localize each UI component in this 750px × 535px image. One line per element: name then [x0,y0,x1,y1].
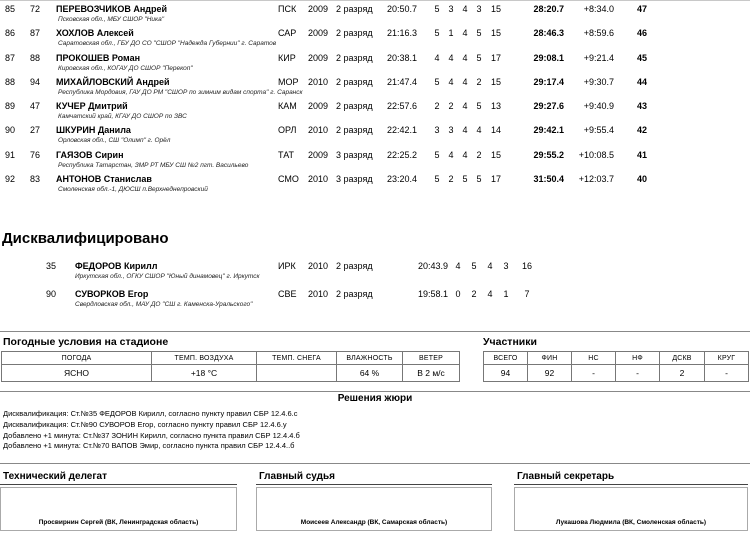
weather-header-cell: ВЛАЖНОСТЬ [337,352,403,365]
disqualified-heading: Дисквалифицировано [2,230,169,247]
points: 46 [637,28,648,39]
participants-header-cell: КРУГ [705,352,749,365]
penalty-total: 17 [490,174,501,185]
participants-value-cell: - [572,365,616,382]
points: 44 [637,76,648,87]
result-row-main-line [0,77,750,88]
shooting-4: 4 [476,125,482,136]
athlete-club: Саратовская обл., ГБУ ДО СО "СШОР "Надежда Губернии" г. Саратов [58,40,277,48]
birth-year: 2010 [308,261,329,271]
weather-value-cell: 64 % [337,365,403,382]
result-row-main-line [0,4,750,15]
bib-cell: 47 [30,101,41,112]
bib-cell: 83 [30,174,41,185]
region-code: КАМ [278,101,297,112]
jury-decision-line: Дисквалификация: Ст.№35 ФЕДОРОВ Кирилл, согласно пункту правил СБР 12.4.6.c [3,409,298,418]
athlete-name: ФЕДОРОВ Кирилл [75,261,158,271]
birth-year: 2009 [308,149,329,160]
disqualified-table [0,261,750,317]
sport-class: 2 разряд [336,4,373,14]
sport-class: 2 разряд [336,52,373,63]
jury-divider [0,391,750,392]
weather-value-row [2,365,460,382]
final-time: 29:27.6 [533,101,564,112]
signature-box [256,487,492,531]
rank-cell: 92 [5,174,16,185]
birth-year: 2010 [308,174,329,185]
official-title: Главный секретарь [514,471,748,485]
result-row [0,77,750,101]
final-time: 29:42.1 [533,125,564,136]
shooting-2: 2 [448,174,454,185]
shooting-2: 1 [448,28,454,39]
signature-box [514,487,748,531]
weather-table [1,351,460,382]
shooting-2: 3 [448,125,454,136]
athlete-club: Кировская обл., КОГАУ ДО СШОР "Перекоп" [58,64,193,72]
official-title: Технический делегат [0,471,237,485]
result-row [0,125,750,149]
rank-cell: 91 [5,149,16,160]
official-name: Лукашова Людмила (ВК, Смоленская область) [555,519,707,526]
shooting-4: 3 [476,4,482,14]
shooting-2: 2 [471,289,477,299]
athlete-name: СУВОРКОВ Егор [75,289,149,299]
shooting-1: 2 [434,101,440,112]
shooting-1: 3 [434,125,440,136]
athlete-name: ШКУРИН Данила [56,125,131,136]
shooting-2: 3 [448,4,454,14]
time-behind: +8:59.6 [583,28,614,39]
penalty-total: 15 [490,76,501,87]
shooting-2: 5 [471,261,477,271]
athlete-name: ПЕРЕВОЗЧИКОВ Андрей [56,4,168,14]
participants-header-cell: ВСЕГО [484,352,528,365]
points: 43 [637,101,648,112]
shooting-3: 4 [462,28,468,39]
athlete-club: Псковская обл., МБУ СШОР "Ника" [58,16,165,23]
athlete-club: Иркутская обл., ОГКУ СШОР "Юный динамовец" г. Иркутск [75,273,260,280]
sport-class: 2 разряд [336,125,373,136]
official-chief-judge [256,471,492,531]
section-divider [0,331,750,332]
shooting-2: 4 [448,52,454,63]
athlete-club: Республика Татарстан, ЗМР РТ МБУ СШ №2 пгт. Васильево [58,161,249,169]
jury-decisions [3,409,300,452]
ski-time: 20:38.1 [386,52,417,63]
officials-divider [0,463,750,464]
athlete-name: МИХАЙЛОВСКИЙ Андрей [56,76,170,87]
results-table [0,4,750,198]
rank-cell: 85 [5,4,16,14]
jury-decision-line: Дисквалификация: Ст.№90 СУВОРОВ Егор, согласно пункту правил СБР 12.4.6.у [3,419,287,429]
official-chief-secretary [514,471,748,531]
sport-class: 2 разряд [336,76,373,87]
points: 45 [637,52,648,63]
result-row [0,53,750,77]
participants-header-cell: НФ [616,352,660,365]
participants-section-title: Участники [483,336,537,348]
participants-value-cell: 92 [528,365,572,382]
weather-header-cell: ВЕТЕР [403,352,460,365]
bib-cell: 88 [30,52,41,63]
disqualified-row-main-line [0,261,750,272]
region-code: ИРК [278,261,296,271]
time-behind: +9:40.9 [583,101,614,112]
participants-value-cell: 2 [660,365,705,382]
participants-value-row [484,365,749,382]
disqualified-row-main-line [0,289,750,300]
result-row-main-line [0,53,750,64]
region-code: КИР [278,52,296,63]
rank-cell: 88 [5,76,16,87]
region-code: ОРЛ [278,125,297,136]
shooting-3: 4 [462,125,468,136]
region-code: САР [278,28,297,39]
weather-value-cell: +18 °C [152,365,257,382]
penalty-total: 15 [490,28,501,39]
ski-time: 19:58.1 [417,289,448,299]
result-row [0,150,750,174]
shooting-3: 4 [487,289,493,299]
shooting-4: 1 [503,289,509,299]
participants-value-cell: - [705,365,749,382]
weather-value-cell: В 2 м/с [403,365,460,382]
shooting-3: 4 [462,149,468,160]
shooting-3: 5 [462,174,468,185]
birth-year: 2010 [308,76,329,87]
shooting-1: 4 [455,261,461,271]
sport-class: 2 разряд [336,289,373,299]
sport-class: 2 разряд [336,28,373,39]
ski-time: 20:43.9 [417,261,448,271]
time-behind: +8:34.0 [583,4,614,14]
result-row-main-line [0,101,750,112]
points: 41 [637,149,648,160]
points: 42 [637,125,648,136]
points: 47 [637,4,648,14]
jury-decision-line: Добавлено +1 минута: Ст.№70 ВАПОВ Эмир, согласно пункта правил СБР 12.4.4..б [3,441,295,451]
shooting-3: 4 [462,76,468,87]
region-code: ТАТ [278,149,294,160]
result-row-main-line [0,28,750,39]
final-time: 29:08.1 [533,52,564,63]
region-code: СМО [278,174,299,185]
athlete-name: АНТОНОВ Станислав [56,174,152,185]
participants-header-cell: ДСКВ [660,352,705,365]
penalty-total: 15 [490,149,501,160]
shooting-2: 4 [448,149,454,160]
participants-header-cell: ФИН [528,352,572,365]
ski-time: 22:57.6 [386,101,417,112]
shooting-1: 5 [434,149,440,160]
time-behind: +9:55.4 [583,125,614,136]
bib-cell: 27 [30,125,41,136]
shooting-4: 2 [476,149,482,160]
ski-time: 22:42.1 [386,125,417,136]
athlete-club: Орловская обл., СШ "Олимп" г. Орёл [58,137,171,145]
weather-header-cell: ПОГОДА [2,352,152,365]
official-technical-delegate [0,471,237,531]
shooting-1: 4 [434,52,440,63]
shooting-3: 4 [462,52,468,63]
birth-year: 2009 [308,52,329,63]
participants-value-cell: - [616,365,660,382]
penalty-total: 13 [490,101,501,112]
penalty-total: 16 [521,261,532,271]
penalty-total: 7 [524,289,530,299]
sport-class: 3 разряд [336,174,373,185]
rank-cell: 89 [5,101,16,112]
bib-cell: 76 [30,149,41,160]
result-row [0,4,750,28]
bib-cell: 72 [30,4,41,14]
region-code: МОР [278,76,299,87]
shooting-3: 4 [462,4,468,14]
rank-cell: 86 [5,28,16,39]
athlete-club: Смоленская обл.-1, ДЮСШ п.Верхнеднепровский [58,186,208,194]
athlete-club: Свердловская обл., МАУ ДО "СШ г. Каменска-Уральского" [75,301,253,308]
shooting-4: 5 [476,101,482,112]
points: 40 [637,174,648,185]
birth-year: 2010 [308,289,329,299]
participants-header-row [484,352,749,365]
ski-time: 23:20.4 [386,174,417,185]
shooting-4: 2 [476,76,482,87]
shooting-4: 3 [503,261,509,271]
jury-section-title: Решения жюри [337,393,413,404]
result-row-main-line [0,150,750,161]
athlete-name: КУЧЕР Дмитрий [56,101,128,112]
final-time: 29:17.4 [533,76,564,87]
time-behind: +10:08.5 [578,149,614,160]
signature-box [0,487,237,531]
result-row [0,28,750,52]
participants-header-cell: НС [572,352,616,365]
region-code: СВЕ [278,289,297,299]
participants-value-cell: 94 [484,365,528,382]
shooting-3: 4 [487,261,493,271]
final-time: 28:46.3 [533,28,564,39]
shooting-4: 5 [476,174,482,185]
shooting-4: 5 [476,28,482,39]
weather-header-row [2,352,460,365]
birth-year: 2009 [308,101,329,112]
sport-class: 2 разряд [336,101,373,112]
ski-time: 22:25.2 [386,149,417,160]
final-time: 29:55.2 [533,149,564,160]
ski-time: 21:16.3 [386,28,417,39]
rank-cell: 90 [5,125,16,136]
time-behind: +9:30.7 [583,76,614,87]
shooting-4: 5 [476,52,482,63]
weather-header-cell: ТЕМП. СНЕГА [257,352,337,365]
result-row [0,174,750,198]
result-row-main-line [0,174,750,185]
disqualified-row [0,261,750,289]
time-behind: +9:21.4 [583,52,614,63]
athlete-club: Республика Мордовия, ГАУ ДО РМ "СШОР по зимним видам спорта" г. Саранск [58,88,303,96]
sport-class: 2 разряд [336,261,373,271]
shooting-1: 5 [434,4,440,14]
region-code: ПСК [278,4,297,14]
final-time: 28:20.7 [533,4,564,14]
official-name: Просвирнин Сергей (ВК, Ленинградская область) [38,519,199,526]
final-time: 31:50.4 [533,174,564,185]
rank-cell: 87 [5,52,16,63]
birth-year: 2009 [308,4,329,14]
shooting-1: 5 [434,76,440,87]
weather-value-cell [257,365,337,382]
athlete-name: ХОХЛОВ Алексей [56,28,134,39]
ski-time: 21:47.4 [386,76,417,87]
jury-decision-line: Добавлено +1 минута: Ст.№37 ЗОНИН Кирилл, согласно пункта правил СБР 12.4.4.б [3,430,300,440]
athlete-name: ГАЯЗОВ Сирин [56,149,124,160]
birth-year: 2010 [308,125,329,136]
penalty-total: 15 [490,4,501,14]
penalty-total: 17 [490,52,501,63]
athlete-name: ПРОКОШЕВ Роман [56,52,141,63]
athlete-club: Камчатский край, КГАУ ДО СШОР по ЗВС [58,113,187,121]
official-title: Главный судья [256,471,492,485]
bib-cell: 87 [30,28,41,39]
bib-cell: 90 [45,289,56,299]
disqualified-row [0,289,750,317]
penalty-total: 14 [490,125,501,136]
participants-table [483,351,749,382]
weather-value-cell: ЯСНО [2,365,152,382]
result-row [0,101,750,125]
time-behind: +12:03.7 [578,174,614,185]
bib-cell: 94 [30,76,41,87]
shooting-3: 4 [462,101,468,112]
ski-time: 20:50.7 [386,4,417,14]
shooting-2: 4 [448,76,454,87]
shooting-1: 5 [434,28,440,39]
shooting-1: 5 [434,174,440,185]
bib-cell: 35 [45,261,56,271]
sport-class: 3 разряд [336,149,373,160]
result-row-main-line [0,125,750,136]
shooting-1: 0 [455,289,461,299]
official-name: Моисеев Александр (ВК, Самарская область) [300,519,448,526]
weather-header-cell: ТЕМП. ВОЗДУХА [152,352,257,365]
birth-year: 2009 [308,28,329,39]
weather-section-title: Погодные условия на стадионе [3,336,169,348]
shooting-2: 2 [448,101,454,112]
